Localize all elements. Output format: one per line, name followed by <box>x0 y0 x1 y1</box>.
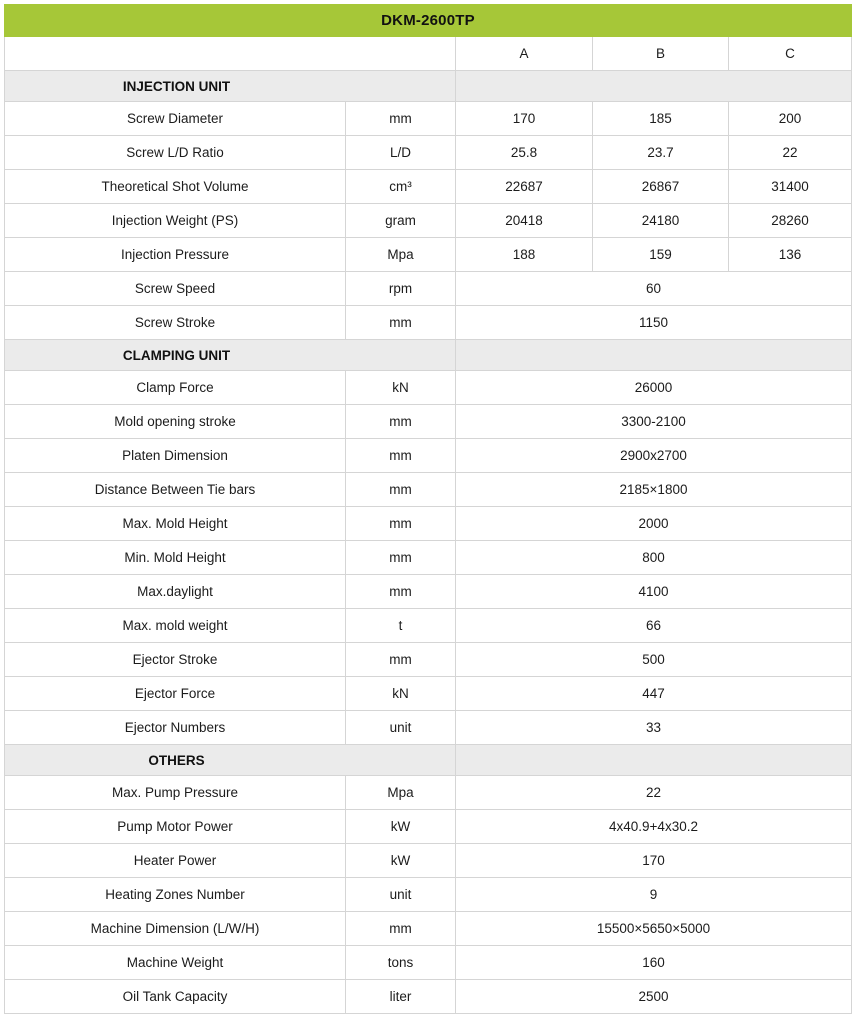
spec-row <box>5 677 852 711</box>
spec-label: Screw Diameter <box>5 102 346 136</box>
spec-value-merged: 2000 <box>456 507 852 541</box>
spec-unit: L/D <box>346 136 456 170</box>
spec-value-merged: 66 <box>456 609 852 643</box>
spec-row <box>5 541 852 575</box>
spec-value-a: 22687 <box>456 170 593 204</box>
spec-label: Heating Zones Number <box>5 878 346 912</box>
section-header-row <box>5 71 852 102</box>
spec-unit: mm <box>346 439 456 473</box>
spec-value-c: 28260 <box>729 204 852 238</box>
spec-value-merged: 170 <box>456 844 852 878</box>
spec-value-merged: 26000 <box>456 371 852 405</box>
spec-value-a: 20418 <box>456 204 593 238</box>
spec-unit: mm <box>346 912 456 946</box>
spec-value-a: 188 <box>456 238 593 272</box>
spec-unit: mm <box>346 306 456 340</box>
spec-value-b: 185 <box>593 102 729 136</box>
spec-unit: kN <box>346 371 456 405</box>
spec-value-c: 31400 <box>729 170 852 204</box>
spec-value-merged: 1150 <box>456 306 852 340</box>
spec-value-merged: 2500 <box>456 980 852 1014</box>
spec-label: Max. Mold Height <box>5 507 346 541</box>
spec-unit: rpm <box>346 272 456 306</box>
spec-row <box>5 912 852 946</box>
spec-unit: mm <box>346 507 456 541</box>
spec-unit: mm <box>346 541 456 575</box>
spec-label: Ejector Stroke <box>5 643 346 677</box>
spec-row <box>5 878 852 912</box>
spec-row <box>5 946 852 980</box>
spec-table-body <box>5 71 852 1014</box>
spec-label: Theoretical Shot Volume <box>5 170 346 204</box>
spec-unit: gram <box>346 204 456 238</box>
spec-row <box>5 102 852 136</box>
spec-label: Max. mold weight <box>5 609 346 643</box>
spec-unit: mm <box>346 405 456 439</box>
spec-value-merged: 500 <box>456 643 852 677</box>
column-header-c: C <box>729 37 852 71</box>
spec-unit: tons <box>346 946 456 980</box>
spec-value-c: 136 <box>729 238 852 272</box>
spec-value-merged: 4x40.9+4x30.2 <box>456 810 852 844</box>
spec-unit: unit <box>346 711 456 745</box>
section-header-label: INJECTION UNIT <box>5 71 456 102</box>
spec-label: Max. Pump Pressure <box>5 776 346 810</box>
section-header-row <box>5 745 852 776</box>
spec-value-b: 26867 <box>593 170 729 204</box>
spec-unit: mm <box>346 643 456 677</box>
spec-row <box>5 439 852 473</box>
section-header-label: CLAMPING UNIT <box>5 340 456 371</box>
spec-row <box>5 272 852 306</box>
spec-value-c: 200 <box>729 102 852 136</box>
spec-label: Machine Weight <box>5 946 346 980</box>
spec-row <box>5 643 852 677</box>
spec-label: Heater Power <box>5 844 346 878</box>
spec-row <box>5 507 852 541</box>
spec-value-merged: 33 <box>456 711 852 745</box>
spec-row <box>5 170 852 204</box>
spec-unit: kW <box>346 844 456 878</box>
table-title-row <box>5 5 852 37</box>
spec-value-merged: 160 <box>456 946 852 980</box>
spec-row <box>5 575 852 609</box>
spec-row <box>5 980 852 1014</box>
spec-row <box>5 238 852 272</box>
spec-row <box>5 609 852 643</box>
spec-label: Platen Dimension <box>5 439 346 473</box>
column-header-row <box>5 37 852 71</box>
spec-value-merged: 15500×5650×5000 <box>456 912 852 946</box>
spec-label: Screw Stroke <box>5 306 346 340</box>
spec-unit: liter <box>346 980 456 1014</box>
section-header-label: OTHERS <box>5 745 456 776</box>
column-header-b: B <box>593 37 729 71</box>
spec-value-merged: 22 <box>456 776 852 810</box>
spec-label: Min. Mold Height <box>5 541 346 575</box>
spec-value-merged: 4100 <box>456 575 852 609</box>
spec-row <box>5 473 852 507</box>
spec-label: Max.daylight <box>5 575 346 609</box>
spec-unit: cm³ <box>346 170 456 204</box>
spec-row <box>5 371 852 405</box>
spec-label: Ejector Force <box>5 677 346 711</box>
spec-value-merged: 800 <box>456 541 852 575</box>
spec-unit: t <box>346 609 456 643</box>
spec-row <box>5 204 852 238</box>
spec-row <box>5 405 852 439</box>
spec-value-a: 170 <box>456 102 593 136</box>
section-header-spacer <box>456 71 852 102</box>
spec-unit: mm <box>346 575 456 609</box>
spec-value-merged: 2185×1800 <box>456 473 852 507</box>
spec-unit: mm <box>346 102 456 136</box>
spec-row <box>5 776 852 810</box>
spec-value-b: 23.7 <box>593 136 729 170</box>
spec-label: Clamp Force <box>5 371 346 405</box>
spec-unit: kN <box>346 677 456 711</box>
spec-value-b: 159 <box>593 238 729 272</box>
spec-value-b: 24180 <box>593 204 729 238</box>
column-header-empty <box>5 37 456 71</box>
section-header-spacer <box>456 340 852 371</box>
spec-value-a: 25.8 <box>456 136 593 170</box>
spec-label: Ejector Numbers <box>5 711 346 745</box>
spec-value-merged: 3300-2100 <box>456 405 852 439</box>
section-header-row <box>5 340 852 371</box>
spec-row <box>5 711 852 745</box>
spec-label: Distance Between Tie bars <box>5 473 346 507</box>
spec-row <box>5 810 852 844</box>
spec-label: Machine Dimension (L/W/H) <box>5 912 346 946</box>
spec-row <box>5 136 852 170</box>
spec-value-merged: 2900x2700 <box>456 439 852 473</box>
spec-unit: Mpa <box>346 776 456 810</box>
section-header-spacer <box>456 745 852 776</box>
spec-unit: unit <box>346 878 456 912</box>
spec-unit: kW <box>346 810 456 844</box>
spec-row <box>5 306 852 340</box>
machine-spec-table <box>4 4 852 1014</box>
spec-value-c: 22 <box>729 136 852 170</box>
spec-label: Injection Weight (PS) <box>5 204 346 238</box>
spec-label: Oil Tank Capacity <box>5 980 346 1014</box>
spec-label: Mold opening stroke <box>5 405 346 439</box>
spec-unit: mm <box>346 473 456 507</box>
spec-label: Injection Pressure <box>5 238 346 272</box>
spec-label: Screw L/D Ratio <box>5 136 346 170</box>
spec-value-merged: 447 <box>456 677 852 711</box>
column-header-a: A <box>456 37 593 71</box>
model-title: DKM-2600TP <box>5 5 852 37</box>
spec-value-merged: 9 <box>456 878 852 912</box>
spec-unit: Mpa <box>346 238 456 272</box>
spec-row <box>5 844 852 878</box>
spec-label: Pump Motor Power <box>5 810 346 844</box>
spec-value-merged: 60 <box>456 272 852 306</box>
spec-label: Screw Speed <box>5 272 346 306</box>
